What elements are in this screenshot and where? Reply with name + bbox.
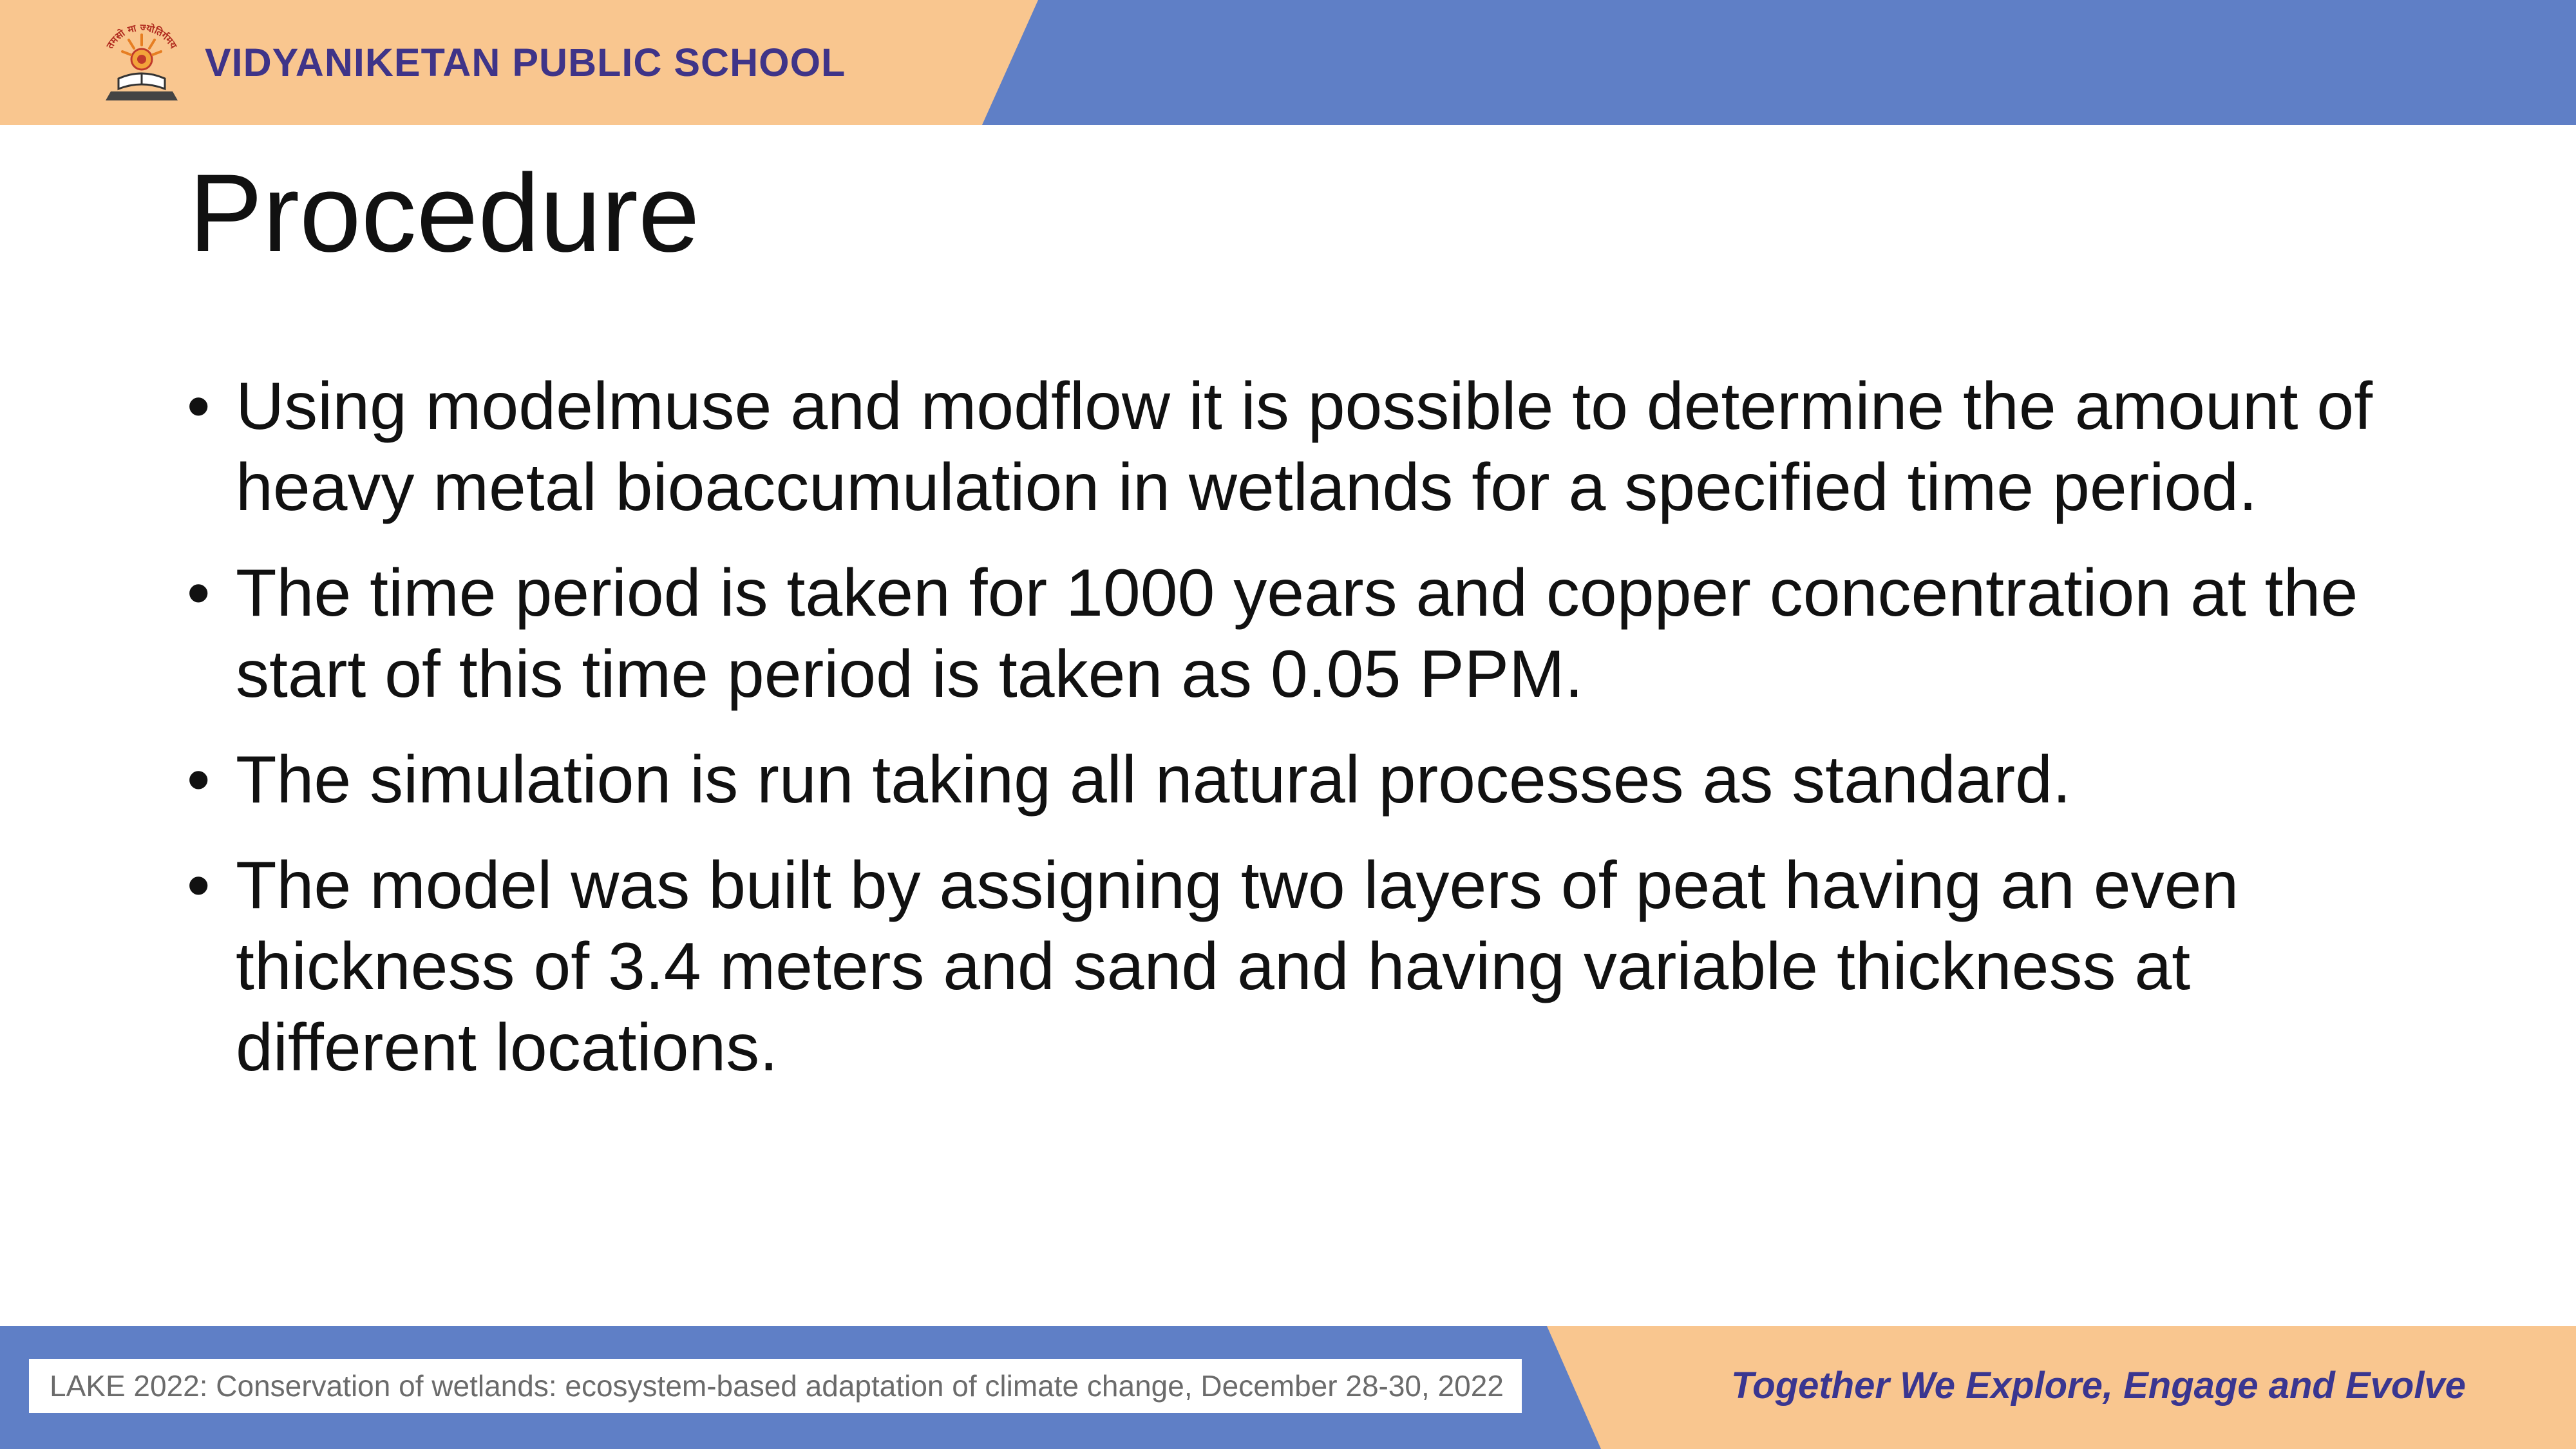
bullet-marker: • xyxy=(187,743,211,817)
bullet-text: Using modelmuse and modflow it is possible to determine the amount of heavy metal bioaccumulation in wetlands for a specified time period. xyxy=(236,369,2373,525)
bullet-marker: • xyxy=(187,369,211,444)
bullet-text: The simulation is run taking all natural processes as standard. xyxy=(236,743,2071,817)
school-name: VIDYANIKETAN PUBLIC SCHOOL xyxy=(205,41,846,84)
bullet-marker: • xyxy=(187,556,211,630)
bullet-item xyxy=(187,366,2421,528)
bullet-text: The model was built by assigning two layers of peat having an even thickness of 3.4 meters and sand and having variable thickness at different locations. xyxy=(236,848,2239,1085)
bullet-list xyxy=(187,366,2421,1113)
school-emblem-icon xyxy=(97,19,187,106)
tagline: Together We Explore, Engage and Evolve xyxy=(1731,1365,2466,1406)
bullet-item xyxy=(187,553,2421,715)
bullet-item xyxy=(187,845,2421,1088)
logo-motto: तमसो मा ज्योतिर्गमय xyxy=(104,21,180,51)
bullet-item xyxy=(187,739,2421,820)
conference-label: LAKE 2022: Conservation of wetlands: ecosystem-based adaptation of climate change, December 28-30, 2022 xyxy=(29,1359,1522,1413)
bullet-text: The time period is taken for 1000 years and copper concentration at the start of this time period is taken as 0.05 PPM. xyxy=(236,556,2358,712)
slide-title: Procedure xyxy=(189,151,700,275)
bullet-marker: • xyxy=(187,848,211,923)
